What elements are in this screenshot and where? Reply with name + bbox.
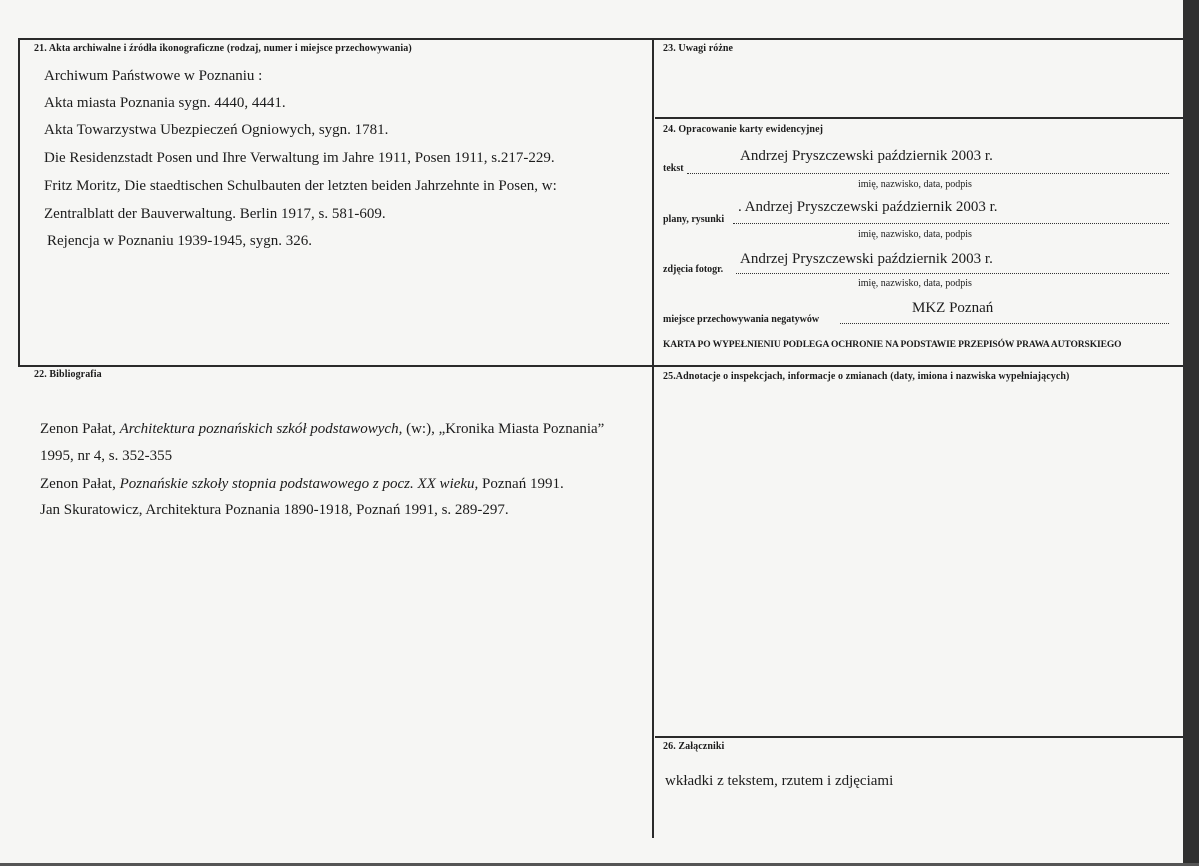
copyright-notice: KARTA PO WYPEŁNIENIU PODLEGA OCHRONIE NA PODSTAWIE PRZEPISÓW PRAWA AUTORSKIEGO [663,340,1122,350]
s24-row-1-label: tekst [663,163,684,174]
s22-entry-4-prefix: Jan Skuratowicz, Architektura Poznania 1890-1918, Poznań 1991, s. 289-297. [40,502,509,518]
s22-entry-3-suffix: Poznań 1991. [478,476,564,492]
s24-row-3-value: Andrzej Pryszczewski październik 2003 r. [740,251,993,267]
s21-line-5: Fritz Moritz, Die staedtischen Schulbauten der letzten beiden Jahrzehnte in Posen, w: [44,178,557,194]
s21-header: 21. Akta archiwalne i źródła ikonograficzne (rodzaj, numer i miejsce przechowywania) [34,43,412,54]
s24-row-1-caption: imię, nazwisko, data, podpis [858,179,972,190]
s22-entry-2-prefix: 1995, nr 4, s. 352-355 [40,448,173,464]
center-divider [652,38,654,838]
s21-line-7: Rejencja w Poznaniu 1939-1945, sygn. 326. [47,233,312,249]
s22-entry-1 [40,422,604,437]
s25-s26-divider [655,736,1183,738]
s24-row-2-label: plany, rysunki [663,214,725,225]
s24-row-2-caption: imię, nazwisko, data, podpis [858,229,972,240]
s22-entry-4 [40,503,509,518]
s22-entry-3-prefix: Zenon Pałat, [40,476,120,492]
s24-row-3-caption: imię, nazwisko, data, podpis [858,278,972,289]
s23-s24-divider [655,117,1183,119]
s21-line-1: Archiwum Państwowe w Poznaniu : [44,68,263,84]
s21-line-4: Die Residenzstadt Posen und Ihre Verwaltung im Jahre 1911, Posen 1911, s.217-229. [44,150,555,166]
left-border [18,38,20,367]
s24-row-2-value: . Andrzej Pryszczewski październik 2003 r. [738,199,998,215]
s24-row-3-dots [736,273,1169,274]
s24-row-1-dots [687,173,1169,174]
s22-entry-3-title: Poznańskie szkoły stopnia podstawowego z pocz. XX wieku, [119,476,479,492]
top-border [18,38,1183,40]
scan-edge-right [1183,0,1199,866]
s22-entry-2 [40,449,172,464]
s22-entry-1-prefix: Zenon Pałat, [40,421,120,437]
s22-entry-1-title: Architektura poznańskich szkół podstawowych, [119,421,403,437]
s24-row-3-label: zdjęcia fotogr. [663,264,724,275]
s24-header: 24. Opracowanie karty ewidencyjnej [663,124,824,135]
s24-row-1-value: Andrzej Pryszczewski październik 2003 r. [740,148,993,164]
s22-entry-3 [40,477,564,492]
s26-value: wkładki z tekstem, rzutem i zdjęciami [665,773,894,789]
s24-row-2-dots [733,223,1169,224]
s25-header: 25.Adnotacje o inspekcjach, informacje o zmianach (daty, imiona i nazwiska wypełniających) [663,371,1070,382]
s26-header: 26. Załączniki [663,741,725,752]
s22-header: 22. Bibliografia [34,369,102,380]
s24-storage-dots [840,323,1169,324]
s24-storage-value: MKZ Poznań [912,300,994,316]
s21-line-2: Akta miasta Poznania sygn. 4440, 4441. [44,95,286,111]
s21-line-3: Akta Towarzystwa Ubezpieczeń Ogniowych, sygn. 1781. [44,122,389,138]
s21-line-6: Zentralblatt der Bauverwaltung. Berlin 1917, s. 581-609. [44,206,386,222]
middle-divider [18,365,1183,367]
s22-entry-1-suffix: (w:), „Kronika Miasta Poznania” [402,421,605,437]
s23-header: 23. Uwagi różne [663,43,734,54]
s24-storage-label: miejsce przechowywania negatywów [663,314,820,325]
